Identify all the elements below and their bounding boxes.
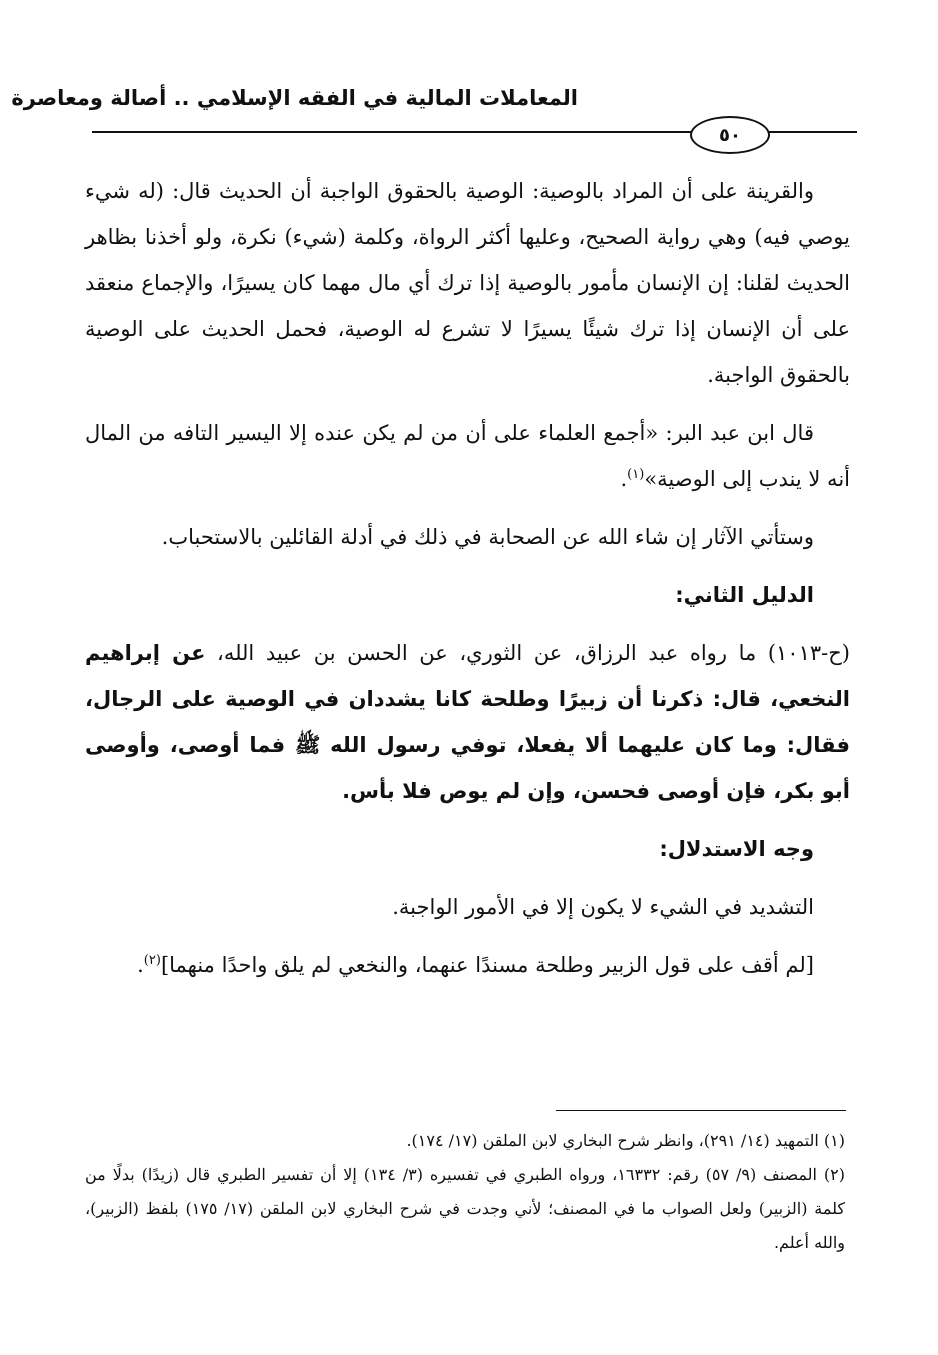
paragraph-strictness: التشديد في الشيء لا يكون إلا في الأمور الواجبة. bbox=[392, 895, 814, 919]
heading-second-evidence: الدليل الثاني: bbox=[675, 583, 814, 607]
footnote-separator bbox=[556, 1110, 846, 1111]
hadith-chain: (ح-١٠١٣) ما رواه عبد الرزاق، عن الثوري، عن الحسن بن عبيد الله، bbox=[205, 641, 850, 665]
running-title: المعاملات المالية في الفقه الإسلامي .. أصالة ومعاصرة bbox=[11, 86, 578, 110]
quote-text: قال ابن عبد البر: «أجمع العلماء على أن من لم يكن عنده إلا اليسير التافه من المال أنه لا يندب إلى الوصية» bbox=[85, 421, 850, 491]
main-text bbox=[85, 168, 850, 988]
footnotes bbox=[85, 1124, 845, 1260]
note-end: . bbox=[137, 953, 144, 977]
paragraph-note bbox=[85, 942, 850, 988]
page-number: ٥٠ bbox=[719, 124, 741, 146]
paragraph-hadith-1013 bbox=[85, 630, 850, 814]
note-text: [لم أقف على قول الزبير وطلحة مسندًا عنهما، والنخعي لم يلق واحدًا منهما] bbox=[160, 953, 814, 977]
footnote-ref-1: (١) bbox=[627, 467, 645, 482]
paragraph-athar: وستأتي الآثار إن شاء الله عن الصحابة في ذلك في أدلة القائلين بالاستحباب. bbox=[161, 525, 814, 549]
page-number-badge bbox=[690, 116, 770, 154]
paragraph-ibn-abd-al-barr bbox=[85, 410, 850, 502]
footnote-ref-2: (٢) bbox=[143, 953, 161, 968]
quote-end: . bbox=[620, 467, 628, 491]
hadith-text: عن إبراهيم النخعي، قال: ذكرنا أن زبيرًا وطلحة كانا يشددان في الوصية على الرجال، فقال: وما كان عليهما ألا يفعلا، توفي رسول الله ﷺ فما أوصى، وأوصى أبو بكر، فإن أوصى فحسن، وإن لم يوص فلا بأس. bbox=[85, 641, 850, 803]
paragraph-evidence: والقرينة على أن المراد بالوصية: الوصية بالحقوق الواجبة أن الحديث قال: (له شيء يوصي فيه) وهي رواية الصحيح، وعليها أكثر الرواة، وكلمة (شيء) نكرة، ولو أخذنا بظاهر الحديث لقلنا: إن الإنسان مأمور بالوصية إذا ترك أي مال مهما كان يسيرًا، والإجماع منعقد على أن الإنسان إذا ترك شيئًا يسيرًا لا تشرع له الوصية، فحمل الحديث على الوصية بالحقوق الواجبة. bbox=[85, 179, 850, 387]
heading-inference: وجه الاستدلال: bbox=[659, 837, 814, 861]
footnote-1: (١) التمهيد (١٤/ ٢٩١)، وانظر شرح البخاري لابن الملقن (١٧/ ١٧٤). bbox=[406, 1131, 845, 1150]
footnote-2: (٢) المصنف (٩/ ٥٧) رقم: ١٦٣٣٢، ورواه الطبري في تفسيره (٣/ ١٣٤) إلا أن تفسير الطبري قال (زيدًا) بدلًا من كلمة (الزبير) ولعل الصواب ما في المصنف؛ لأني وجدت في شرح البخاري لابن الملقن (١٧/ ١٧٥) بلفظ (الزبير)، والله أعلم. bbox=[85, 1165, 846, 1252]
